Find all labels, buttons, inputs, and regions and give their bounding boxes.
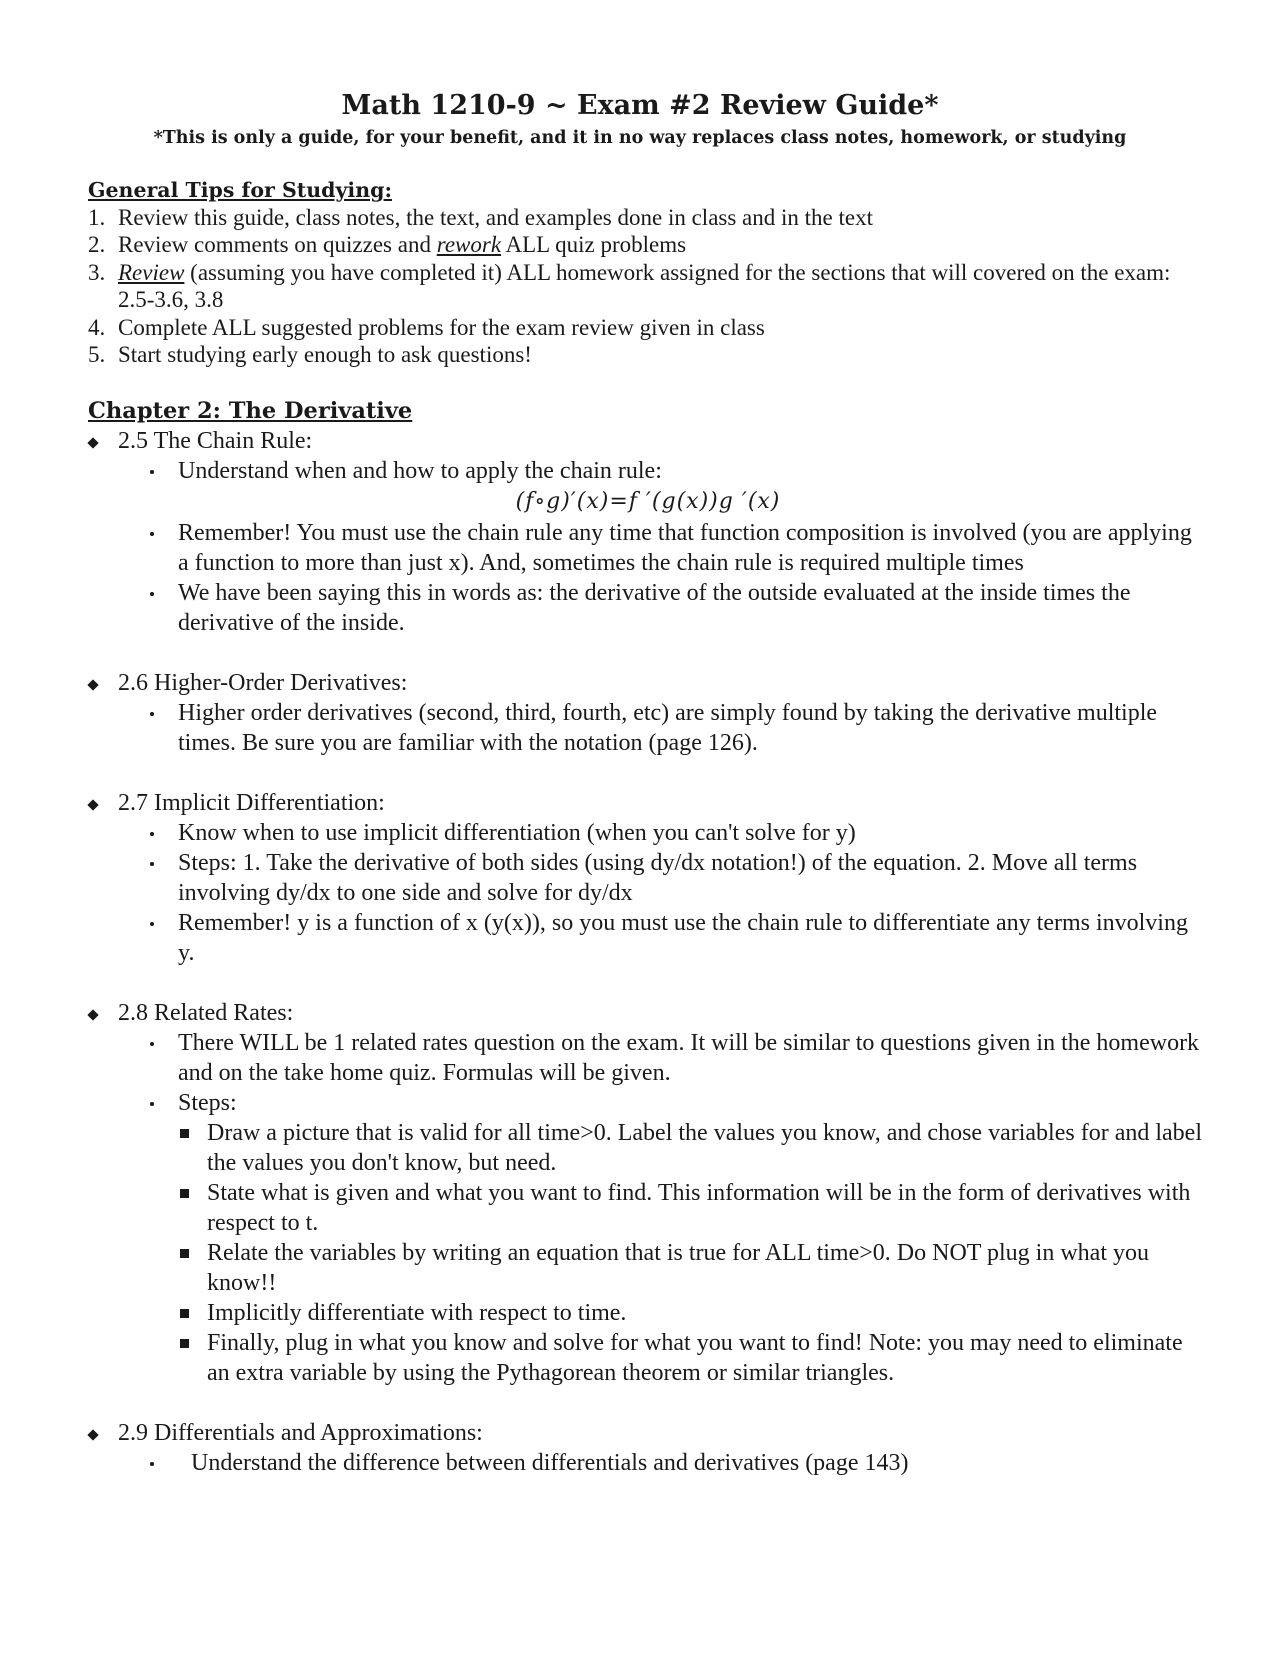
bullet-item: Steps: 1. Take the derivative of both sides (using dy/dx notation!) of the equation. 2. Move all terms involving dy/dx to one side and solve for dy/dx: [88, 848, 1208, 908]
square-bullet-icon: [180, 1189, 189, 1198]
section-title: 2.9 Differentials and Approximations:: [88, 1418, 1208, 1448]
bullet-item: There WILL be 1 related rates question on the exam. It will be similar to questions given in the homework and on the take home quiz. Formulas will be given.: [88, 1028, 1208, 1088]
dot-bullet-icon: [150, 532, 154, 536]
section-higher-order: [88, 668, 1208, 758]
emphasis-review: Review: [118, 259, 185, 285]
section-title: 2.8 Related Rates:: [88, 998, 1208, 1028]
bullet-item: Know when to use implicit differentiation (when you can't solve for y): [88, 818, 1208, 848]
dot-bullet-icon: [150, 832, 154, 836]
chapter-heading: Chapter 2: The Derivative: [88, 398, 413, 425]
bullet-item: Remember! You must use the chain rule any time that function composition is involved (you are applying a function to more than just x). And, sometimes the chain rule is required multiple times: [88, 518, 1208, 578]
step-item: Finally, plug in what you know and solve for what you want to find! Note: you may need to eliminate an extra variable by using the Pythagorean theorem or similar triangles.: [178, 1328, 1208, 1388]
diamond-bullet-icon: [87, 680, 98, 691]
diamond-bullet-icon: [87, 1430, 98, 1441]
section-differentials: [88, 1418, 1208, 1478]
bullet-item: We have been saying this in words as: the derivative of the outside evaluated at the inside times the derivative of the inside.: [88, 578, 1208, 638]
tip-item: 4. Complete ALL suggested problems for the exam review given in class: [88, 314, 765, 340]
tip-item: 2. Review comments on quizzes and rework ALL quiz problems: [88, 232, 687, 258]
bullet-item: Understand the difference between differentials and derivatives (page 143): [88, 1448, 1208, 1478]
square-bullet-icon: [180, 1309, 189, 1318]
section-title: 2.6 Higher-Order Derivatives:: [88, 668, 1208, 698]
square-bullet-icon: [180, 1249, 189, 1258]
dot-bullet-icon: [150, 922, 154, 926]
square-bullet-icon: [180, 1129, 189, 1138]
bullet-list: [88, 818, 1208, 968]
bullet-list: [88, 698, 1208, 758]
dot-bullet-icon: [150, 862, 154, 866]
bullet-item: Higher order derivatives (second, third, fourth, etc) are simply found by taking the derivative multiple times. Be sure you are familiar with the notation (page 126).: [88, 698, 1208, 758]
bullet-list: [88, 1448, 1208, 1478]
square-bullet-icon: [180, 1339, 189, 1348]
dot-bullet-icon: [150, 470, 154, 474]
dot-bullet-icon: [150, 712, 154, 716]
page-title: Math 1210-9 ~ Exam #2 Review Guide*: [341, 90, 939, 121]
tip-item: 3. Review (assuming you have completed it) ALL homework assigned for the sections that will covered on the exam: 2.5-3.6, 3.8: [88, 259, 1171, 313]
tips-heading: General Tips for Studying:: [88, 178, 393, 202]
step-item: Draw a picture that is valid for all time>0. Label the values you know, and chose variables for and label the values you don't know, but need.: [178, 1118, 1208, 1178]
step-item: Implicitly differentiate with respect to time.: [178, 1298, 1208, 1328]
dot-bullet-icon: [150, 1042, 154, 1046]
tips-list: [88, 204, 1208, 368]
step-item: State what is given and what you want to find. This information will be in the form of derivatives with respect to t.: [178, 1178, 1208, 1238]
diamond-bullet-icon: [87, 438, 98, 449]
diamond-bullet-icon: [87, 1010, 98, 1021]
tip-item: 1. Review this guide, class notes, the text, and examples done in class and in the text: [88, 205, 873, 230]
step-item: Relate the variables by writing an equation that is true for ALL time>0. Do NOT plug in what you know!!: [178, 1238, 1208, 1298]
bullet-list: [88, 1028, 1208, 1388]
steps-list: [178, 1118, 1208, 1388]
bullet-item: Understand when and how to apply the chain rule: (f∘g)′(x)=f ′(g(x))g ′(x): [88, 456, 1208, 518]
section-implicit: [88, 788, 1208, 968]
dot-bullet-icon: [150, 592, 154, 596]
emphasis-rework: rework: [436, 232, 502, 258]
dot-bullet-icon: [150, 1462, 154, 1466]
page-subtitle: *This is only a guide, for your benefit, and it in no way replaces class notes, homework, or studying: [153, 128, 1127, 148]
section-chain-rule: [88, 426, 1208, 638]
tip-item: 5. Start studying early enough to ask questions!: [88, 342, 532, 368]
section-title: 2.5 The Chain Rule:: [88, 426, 1208, 456]
dot-bullet-icon: [150, 1102, 154, 1106]
section-title: 2.7 Implicit Differentiation:: [88, 788, 1208, 818]
section-related-rates: [88, 998, 1208, 1388]
bullet-item: Steps: Draw a picture that is valid for all time>0. Label the values you know, and chose variables for and label the values you don't know, but need. State what is given and what you want to find. This information will be in the form of derivatives with respect to t. Relate the variables by writing an equation that is true for ALL time>0. Do NOT plug in what you know!! Implicitly differentiate with respect to time. Finally, plug in what you know and solve for what you want to find! Note: you may need to eliminate an extra variable by using the Pythagorean theorem or similar triangles.: [88, 1088, 1208, 1388]
bullet-list: [88, 456, 1208, 638]
diamond-bullet-icon: [87, 800, 98, 811]
bullet-item: Remember! y is a function of x (y(x)), so you must use the chain rule to differentiate any terms involving y.: [88, 908, 1208, 968]
document-body: [88, 176, 1208, 1478]
chain-rule-formula: (f∘g)′(x)=f ′(g(x))g ′(x): [515, 489, 781, 515]
